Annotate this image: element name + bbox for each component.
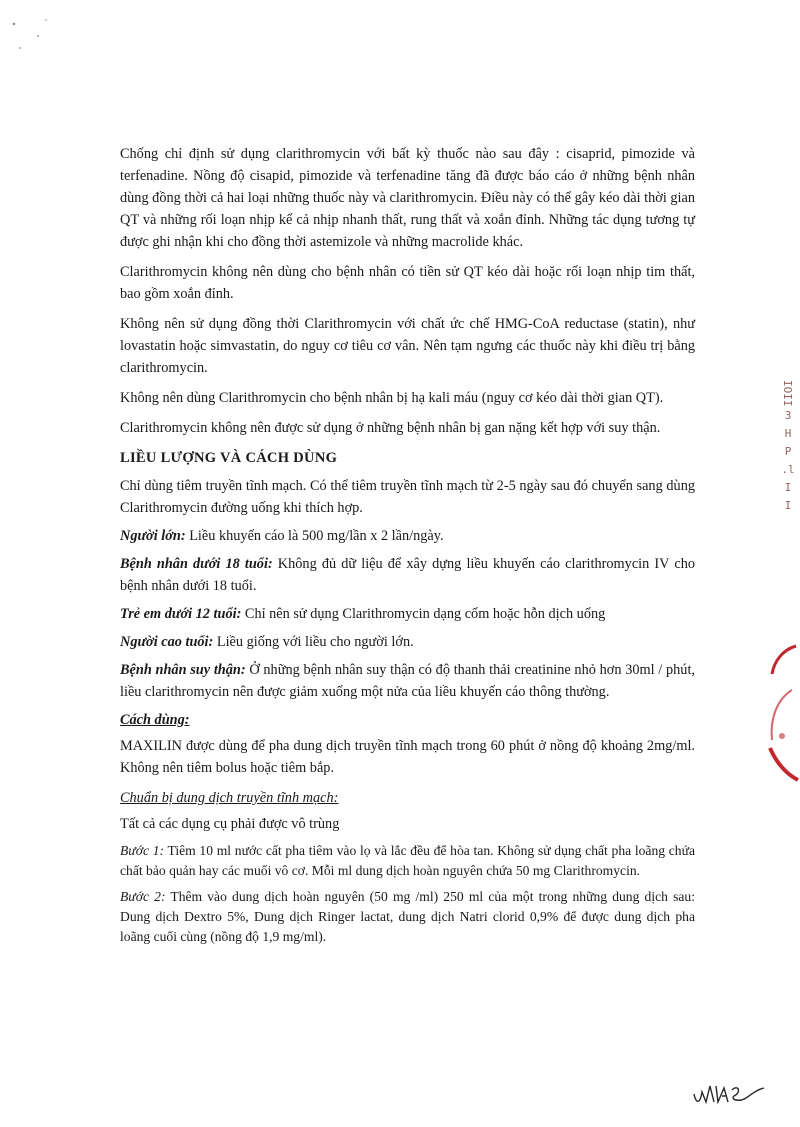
- dosage-item-label: Người lớn:: [120, 528, 186, 544]
- step-label: Bước 2:: [120, 889, 166, 904]
- dosage-heading: LIỀU LƯỢNG VÀ CÁCH DÙNG: [120, 450, 338, 466]
- hepatic-renal-paragraph: Clarithromycin không nên được sử dụng ở những bệnh nhân bị gan nặng kết hợp với suy thận.: [120, 420, 661, 436]
- preparation-step-1: [120, 841, 695, 881]
- margin-stamp: [778, 380, 798, 515]
- margin-stamp-char: IOII: [781, 380, 794, 407]
- scan-specks: [0, 0, 60, 60]
- dosage-item-adults: [120, 525, 695, 547]
- step-text: Tiêm 10 ml nước cất pha tiêm vào lọ và lắc đều để hòa tan. Không sử dụng chất pha loãng chứa chất bảo quản hay các muối vô cơ. Mỗi ml dung dịch hoàn nguyên chứa 50 mg Clarithromycin.: [120, 843, 695, 878]
- preparation-step-2: [120, 887, 695, 947]
- step-label: Bước 1:: [120, 843, 165, 858]
- usage-heading: Cách dùng:: [120, 712, 190, 728]
- dosage-item-label: Người cao tuổi:: [120, 634, 214, 650]
- document-body: [120, 143, 695, 953]
- dosage-item-text: Chỉ nên sử dụng Clarithromycin dạng cốm hoặc hỗn dịch uống: [241, 606, 606, 622]
- dosage-item-text: Ở những bệnh nhân suy thận có độ thanh thải creatinine nhỏ hơn 30ml / phút, liều clarithromycin nên được giảm xuống một nửa của liều khuyến cáo thông thường.: [120, 662, 696, 700]
- dosage-item-renal: [120, 659, 695, 703]
- dosage-item-text: Liều giống với liều cho người lớn.: [213, 634, 414, 650]
- margin-stamp-char: I: [784, 498, 792, 512]
- margin-stamp-char: 3: [784, 408, 792, 422]
- margin-stamp-char: P: [784, 444, 792, 458]
- step-text: Thêm vào dung dịch hoàn nguyên (50 mg /ml) 250 ml của một trong những dung dịch sau: Dung dịch Dextro 5%, Dung dịch Ringer lactat, dung dịch Natri clorid 0,9% để được dung dịch pha loãng cuối cùng (nồng độ 1,9 mg/ml).: [120, 889, 695, 944]
- preparation-heading: Chuẩn bị dung dịch truyền tĩnh mạch:: [120, 790, 339, 806]
- contraindication-paragraph: Chống chỉ định sử dụng clarithromycin với bất kỳ thuốc nào sau đây : cisaprid, pimozide và terfenadine. Nồng độ cisapid, pimozide và terfenadine tăng đã được báo cáo ở những bệnh nhân dùng đồng thời cả hai loại những thuốc này và clarithromycin. Điều này có thể gây kéo dài thời gian QT và những rối loạn nhịp kể cả nhịp nhanh thất, rung thất và xoắn đỉnh. Những tác dụng tương tự được ghi nhận khi cho đồng thời astemizole và những macrolide khác.: [120, 146, 695, 250]
- dosage-item-label: Bệnh nhân suy thận:: [120, 662, 246, 678]
- margin-stamp-char: H: [784, 426, 792, 440]
- dosage-item-under-12: [120, 603, 695, 625]
- hypokalemia-paragraph: Không nên dùng Clarithromycin cho bệnh nhân bị hạ kali máu (nguy cơ kéo dài thời gian QT).: [120, 390, 664, 406]
- usage-text: MAXILIN được dùng để pha dung dịch truyền tĩnh mạch trong 60 phút ở nồng độ khoảng 2mg/ml. Không nên tiêm bolus hoặc tiêm bắp.: [120, 738, 695, 776]
- dosage-item-text: Liều khuyến cáo là 500 mg/lần x 2 lần/ngày.: [185, 528, 444, 544]
- dosage-item-under-18: [120, 553, 695, 597]
- dosage-item-text: Không đủ dữ liệu để xây dựng liều khuyến cáo clarithromycin IV cho bệnh nhân dưới 18 tuổi.: [120, 556, 695, 594]
- statin-paragraph: Không nên sử dụng đồng thời Clarithromycin với chất ức chế HMG-CoA reductase (statin), như lovastatin hoặc simvastatin, do nguy cơ tiêu cơ vân. Nên tạm ngưng các thuốc này khi điều trị bằng clarithromycin.: [120, 316, 695, 376]
- preparation-intro: Tất cả các dụng cụ phải được vô trùng: [120, 816, 340, 832]
- margin-stamp-char: .l: [781, 462, 795, 476]
- dosage-intro: Chỉ dùng tiêm truyền tĩnh mạch. Có thể tiêm truyền tĩnh mạch từ 2-5 ngày sau đó chuyển sang dùng Clarithromycin đường uống khi thích hợp.: [120, 478, 695, 516]
- dosage-item-label: Bệnh nhân dưới 18 tuổi:: [120, 556, 273, 572]
- qt-prolongation-paragraph: Clarithromycin không nên dùng cho bệnh nhân có tiền sử QT kéo dài hoặc rối loạn nhịp tim thất, bao gồm xoắn đỉnh.: [120, 264, 695, 302]
- dosage-item-elderly: [120, 631, 695, 653]
- handwritten-signature: [690, 1072, 770, 1112]
- red-seal-fragment: [752, 640, 800, 790]
- dosage-item-label: Trẻ em dưới 12 tuổi:: [120, 606, 242, 622]
- margin-stamp-char: I: [784, 480, 792, 494]
